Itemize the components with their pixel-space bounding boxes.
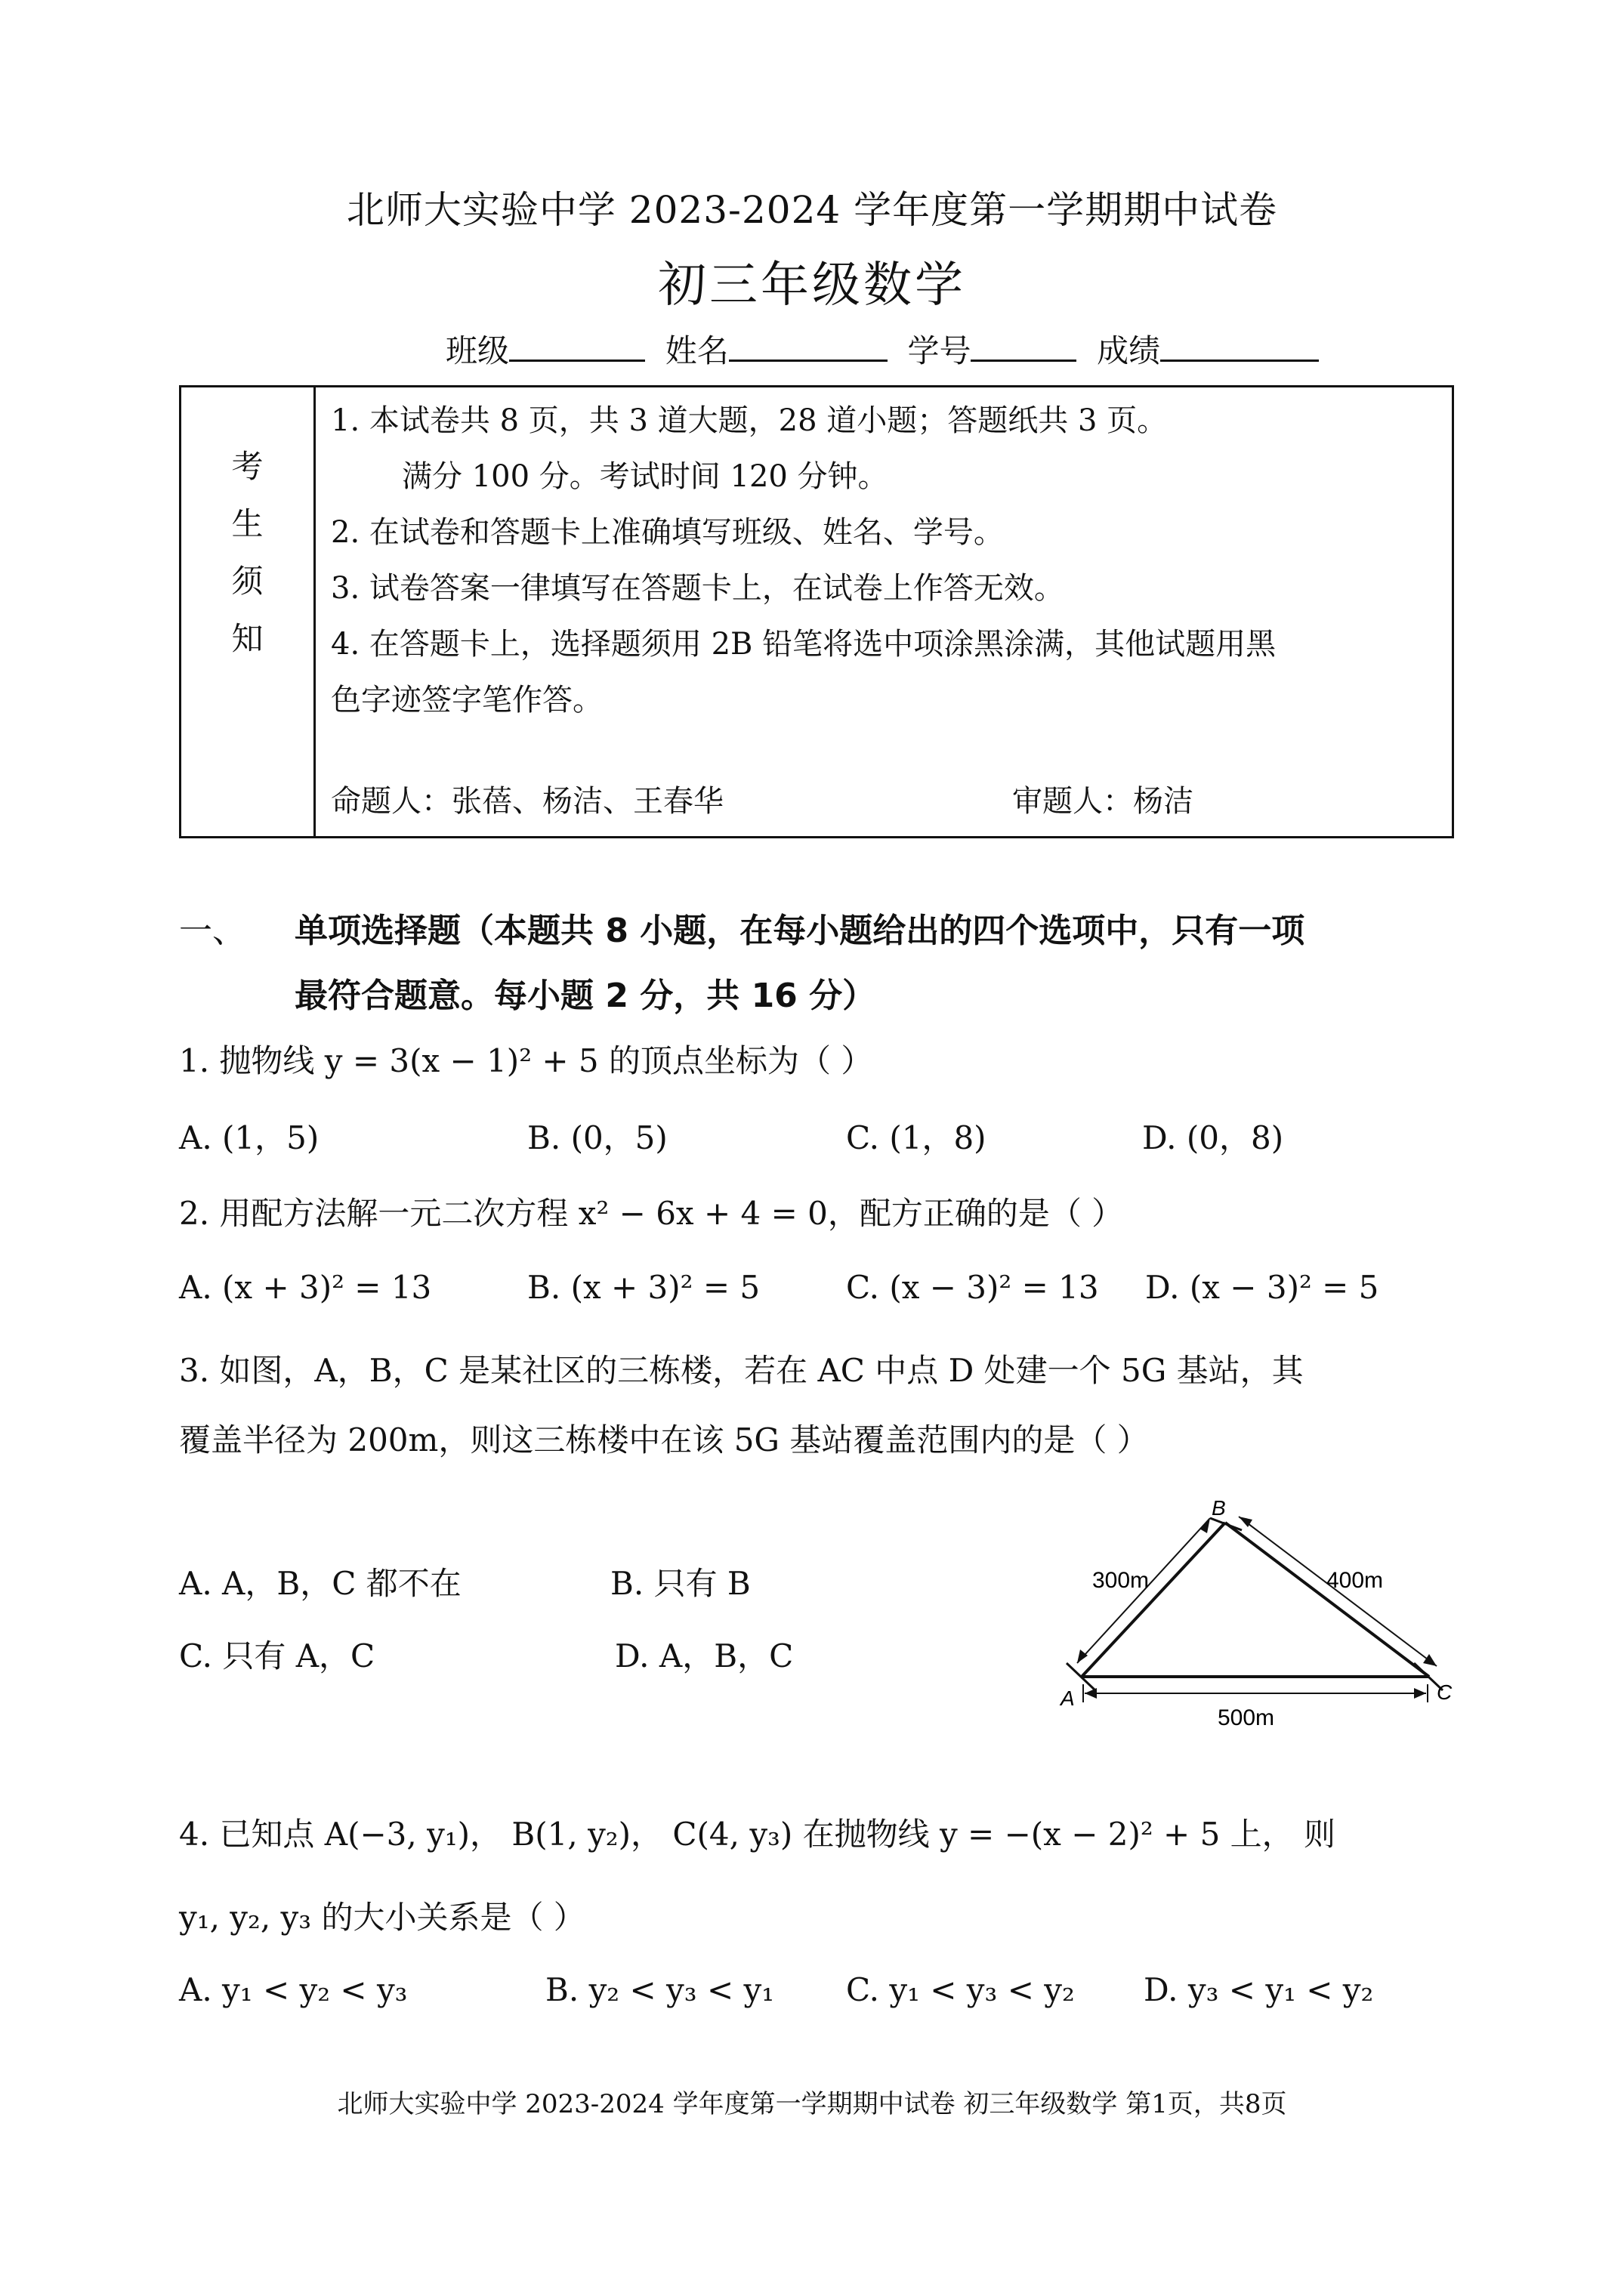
notice-char: 知 (231, 620, 264, 657)
notice-line: 3. 试卷答案一律填写在答题卡上，在试卷上作答无效。 (331, 571, 1064, 606)
question-4-option-a: A. y₁ < y₂ < y₃ (179, 1971, 408, 2008)
question-3-stem: 覆盖半径为 200m，则这三栋楼中在该 5G 基站覆盖范围内的是（ ） (179, 1421, 1149, 1458)
notice-box (179, 385, 1454, 838)
question-3-option-a: A. A，B，C 都不在 (179, 1565, 462, 1602)
label-b: B (1212, 1496, 1226, 1520)
page-footer: 北师大实验中学 2023-2024 学年度第一学期期中试卷 初三年级数学 第1页，共8页 (337, 2089, 1287, 2119)
question-4-stem: y₁, y₂, y₃ 的大小关系是（ ） (179, 1899, 585, 1936)
student-info-line (446, 326, 1319, 372)
question-4-option-c: C. y₁ < y₃ < y₂ (846, 1971, 1075, 2008)
notice-line: 2. 在试卷和答题卡上准确填写班级、姓名、学号。 (331, 515, 1004, 550)
notice-authors: 命题人：张蓓、杨洁、王春华 (331, 784, 724, 819)
question-1-option-b: B. (0，5) (527, 1119, 668, 1156)
arrow-bc-c (1423, 1654, 1437, 1666)
field-name-label: 姓名 (665, 332, 729, 369)
notice-char: 考 (231, 448, 264, 485)
question-1-stem: 1. 抛物线 y = 3(x − 1)² + 5 的顶点坐标为（ ） (179, 1042, 873, 1079)
label-a: A (1061, 1687, 1075, 1710)
arrow-ab-a (1077, 1650, 1088, 1663)
question-4-stem: 4. 已知点 A(−3, y₁)， B(1, y₂)， C(4, y₃) 在抛物线 y = −(x − 2)² + 5 上， 则 (179, 1816, 1336, 1853)
section-heading: 单项选择题（本题共 8 小题，在每小题给出的四个选项中，只有一项 (295, 912, 1305, 950)
notice-line: 1. 本试卷共 8 页，共 3 道大题，28 道小题；答题纸共 3 页。 (331, 403, 1168, 438)
notice-line: 色字迹签字笔作答。 (331, 683, 603, 718)
question-2-option-a: A. (x + 3)² = 13 (179, 1269, 432, 1306)
exam-title: 北师大实验中学 2023-2024 学年度第一学期期中试卷 (346, 188, 1278, 232)
field-class-blank (509, 332, 645, 362)
notice-char: 须 (231, 563, 264, 600)
field-class-label: 班级 (446, 332, 510, 369)
question-3-option-d: D. A，B，C (615, 1637, 794, 1674)
question-2-option-d: D. (x − 3)² = 5 (1145, 1269, 1379, 1306)
notice-char: 生 (231, 505, 264, 542)
tick-b (1210, 1518, 1242, 1530)
section-heading: 最符合题意。每小题 2 分，共 16 分） (295, 977, 876, 1015)
question-4-option-b: B. y₂ < y₃ < y₁ (545, 1971, 775, 2008)
label-bc-length: 400m (1326, 1568, 1384, 1593)
arrow-ac-a (1085, 1688, 1097, 1699)
side-bc (1225, 1523, 1429, 1677)
field-id-blank (971, 332, 1076, 362)
label-ab-length: 300m (1092, 1568, 1150, 1593)
question-3-option-b: B. 只有 B (610, 1565, 751, 1602)
notice-reviewer: 审题人：杨洁 (1012, 784, 1193, 819)
question-1-option-a: A. (1，5) (179, 1119, 320, 1156)
notice-line: 满分 100 分。考试时间 120 分钟。 (402, 459, 888, 494)
side-ab (1082, 1523, 1225, 1677)
question-1-option-d: D. (0，8) (1142, 1119, 1284, 1156)
section-number: 一、 (179, 912, 245, 950)
arrow-ab-b (1199, 1518, 1210, 1533)
notice-side-label (181, 387, 316, 836)
question-4-option-d: D. y₃ < y₁ < y₂ (1144, 1971, 1374, 2008)
field-score-blank (1160, 332, 1319, 362)
notice-line: 4. 在答题卡上，选择题须用 2B 铅笔将选中项涂黑涂满，其他试题用黑 (331, 627, 1277, 662)
question-3-stem: 3. 如图，A，B，C 是某社区的三栋楼，若在 AC 中点 D 处建一个 5G 基站，其 (179, 1352, 1304, 1389)
question-2-option-c: C. (x − 3)² = 13 (846, 1269, 1099, 1306)
triangle-figure (1050, 1495, 1473, 1737)
question-2-stem: 2. 用配方法解一元二次方程 x² − 6x + 4 = 0，配方正确的是（ ） (179, 1195, 1124, 1232)
arrow-ac-c (1414, 1688, 1426, 1699)
label-c: C (1437, 1680, 1453, 1704)
question-2-option-b: B. (x + 3)² = 5 (527, 1269, 761, 1306)
question-1-option-c: C. (1，8) (846, 1119, 986, 1156)
exam-subtitle: 初三年级数学 (658, 258, 966, 313)
field-name-blank (729, 332, 888, 362)
question-3-option-c: C. 只有 A，C (179, 1637, 375, 1674)
field-score-label: 成绩 (1097, 332, 1161, 369)
label-ac-length: 500m (1218, 1705, 1275, 1730)
field-id-label: 学号 (907, 332, 971, 369)
